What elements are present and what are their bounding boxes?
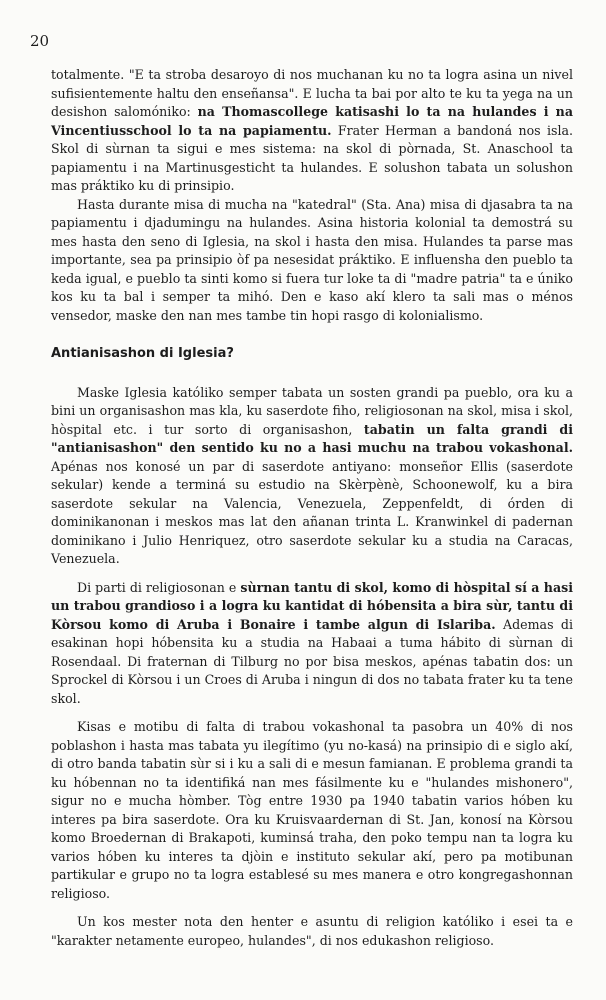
page-number: 20	[30, 32, 50, 50]
bold-text-run: na Thomascollege katisashi lo ta na hulandes i na Vincentiusschool lo ta na papiamentu.	[51, 104, 573, 138]
paragraph-1	[51, 66, 573, 196]
text-run: Apénas nos konosé un par di saserdote antiyano: monseñor Ellis (saserdote sekular) kende a terminá su estudio na Skèrpènè, Schoonewolf, ku a bira saserdote sekular na Valencia, Venezuela, Zeppenfeldt, di órden di dominikanonan i meskos mas lat den añanan trinta L. Kranwinkel di padernan dominikano i Julio Henriquez, otro saserdote sekular ku a studia na Caracas, Venezuela.	[51, 458, 573, 566]
paragraph-4	[51, 579, 573, 709]
paragraph-5: Kisas e motibu di falta di trabou vokashonal ta pasobra un 40% di nos poblashon i hasta mas tabata yu ilegítimo (yu no-kasá) na prinsipio di e siglo akí, di otro banda tabatin sùr si i ku a sali di e mesun famianan. E problema grandi ta ku hóbennan no ta identifiká nan mes fásilmente ku e "hulandes mishonero", sigur no e mucha hòmber. Tòg entre 1930 pa 1940 tabatin varios hóben ku interes pa bira saserdote. Ora ku Kruisvaardernan di St. Jan, konosí na Kòrsou komo Broedernan di Brakapoti, kuminsá traha, den poko tempu nan ta logra ku varios hóben ku interes ta djòin e instituto sekular akí, pero pa motibunan partikular e grupo no ta logra establesé su mes manera e otro kongregashonnan religioso.	[51, 719, 573, 901]
bold-text-run: tabatin un falta grandi di "antianisashon" den sentido ku no a hasi muchu na trabou vokashonal.	[51, 421, 573, 455]
text-run: totalmente. "E ta stroba desaroyo di nos muchanan ku no ta logra asina un nivel sufisientemente haltu den enseñansa". E lucha ta bai por alto te ku ta yega na un desishon salomóniko:	[51, 67, 573, 119]
paragraph-2: Hasta durante misa di mucha na "katedral" (Sta. Ana) misa di djasabra ta na papiamentu i djadumingu na hulandes. Asina historia kolonial ta demostrá su mes hasta den seno di Iglesia, na skol i hasta den misa. Hulandes ta parse mas importante, sea pa prinsipio òf pa nesesidat práktiko. E influensha den pueblo ta keda igual, e pueblo ta sinti komo si fuera tur loke ta di "madre patria" ta e úniko kos ku ta bal i semper ta mihó. Den e kaso akí klero ta sali mas o ménos vensedor, maske den nan mes tambe tin hopi rasgo di kolonialismo.	[51, 196, 573, 323]
text-run: Di parti di religiosonan e	[77, 579, 241, 595]
section-heading: Antianisashon di Iglesia?	[51, 346, 234, 361]
paragraph-6: Un kos mester nota den henter e asuntu di religion katóliko i esei ta e "karakter netamente europeo, hulandes", di nos edukashon religioso.	[51, 914, 573, 948]
page-body	[51, 66, 573, 950]
text-run: Maske Iglesia katóliko semper tabata un sosten grandi pa pueblo, ora ku a bini un organisashon mas kla, ku saserdote fiho, religiosonan na skol, misa i skol, hòspital etc. i tur sorto di organisashon,	[51, 384, 573, 437]
paragraph-3	[51, 384, 573, 569]
text-run: Ademas di esakinan hopi hóbensita ku a studia na Habaai a tuma hábito di sùrnan di Rosendaal. Di fraternan di Tilburg no por bisa meskos, apénas tabatin dos: un Sprockel di Kòrsou i un Croes di Aruba i ningun di dos no tabata frater ku ta tene skol.	[51, 616, 573, 706]
text-run: Frater Herman a bandoná nos isla. Skol di sùrnan ta sigui e mes sistema: na skol di pòrnada, St. Anaschool ta papiamentu i na Martinusgesticht ta hulandes. E solushon tabata un solushon mas práktiko ku di prinsipio.	[51, 122, 573, 193]
bold-text-run: sùrnan tantu di skol, komo di hòspital sí a hasi un trabou grandioso i a logra ku kantidat di hóbensita a bira sùr, tantu di Kòrsou komo di Aruba i Bonaire i tambe algun di Islariba.	[51, 579, 573, 632]
